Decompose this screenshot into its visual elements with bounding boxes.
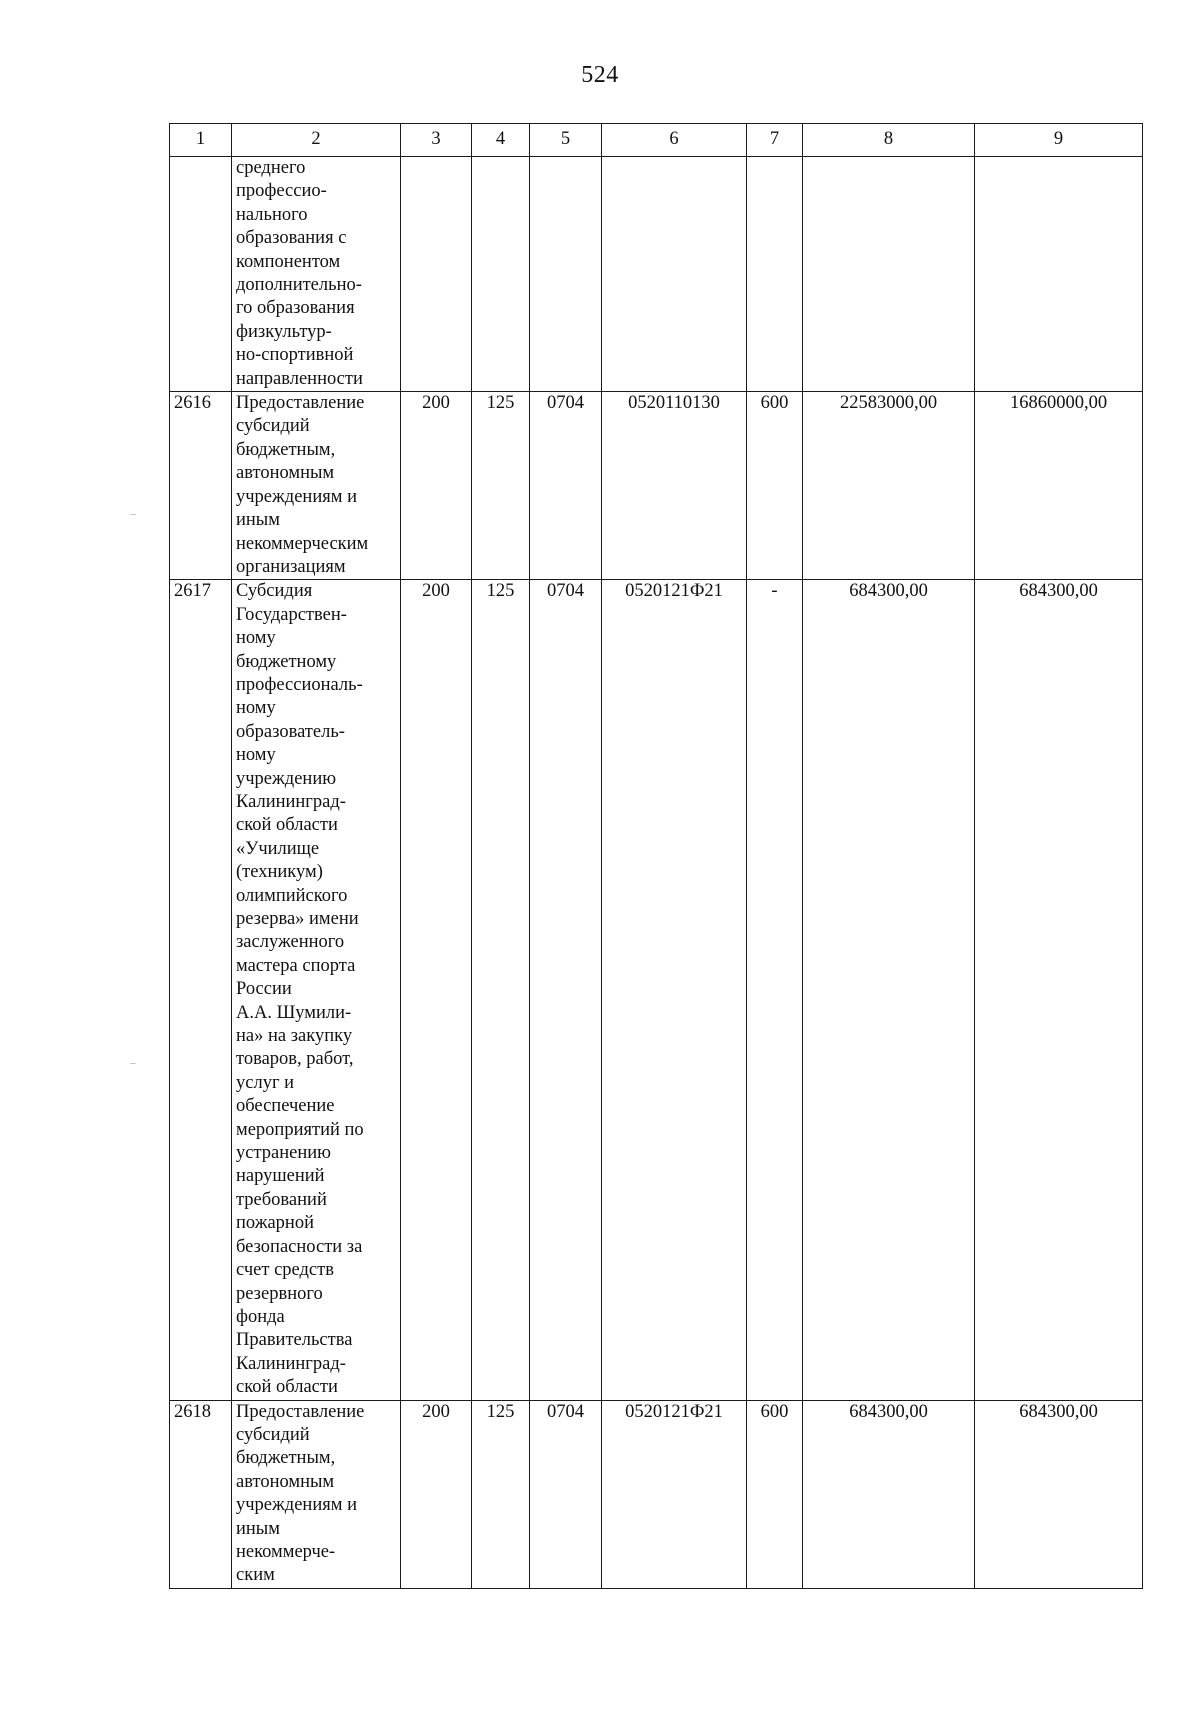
column-header: 1 — [170, 124, 232, 157]
cell-col7: 600 — [747, 1400, 803, 1588]
cell-col7: - — [747, 580, 803, 1400]
cell-col7 — [747, 157, 803, 392]
cell-col8: 22583000,00 — [803, 392, 975, 580]
table-row — [170, 392, 1143, 580]
scan-artifact — [130, 1063, 136, 1064]
cell-col8: 684300,00 — [803, 1400, 975, 1588]
cell-col5: 0704 — [530, 580, 602, 1400]
cell-col3: 200 — [401, 580, 472, 1400]
cell-col5 — [530, 157, 602, 392]
cell-col4 — [472, 157, 530, 392]
cell-col4: 125 — [472, 580, 530, 1400]
column-header: 2 — [232, 124, 401, 157]
cell-col9: 684300,00 — [975, 580, 1143, 1400]
column-header: 6 — [602, 124, 747, 157]
cell-col6: 0520110130 — [602, 392, 747, 580]
header-row — [170, 124, 1143, 157]
cell-col3 — [401, 157, 472, 392]
cell-col6: 0520121Ф21 — [602, 580, 747, 1400]
cell-col8: 684300,00 — [803, 580, 975, 1400]
cell-col9: 16860000,00 — [975, 392, 1143, 580]
row-name: Предоставление субсидий бюджетным, автономным учреждениям и иным некоммерческим организациям — [232, 392, 401, 580]
row-number: 2617 — [170, 580, 232, 1400]
table-row — [170, 1400, 1143, 1588]
scan-artifact — [130, 514, 136, 515]
row-number — [170, 157, 232, 392]
column-header: 4 — [472, 124, 530, 157]
cell-col7: 600 — [747, 392, 803, 580]
cell-col6: 0520121Ф21 — [602, 1400, 747, 1588]
row-number: 2618 — [170, 1400, 232, 1588]
cell-col3: 200 — [401, 392, 472, 580]
cell-col4: 125 — [472, 1400, 530, 1588]
cell-col8 — [803, 157, 975, 392]
page-number: 524 — [581, 62, 619, 88]
cell-col9: 684300,00 — [975, 1400, 1143, 1588]
column-header: 8 — [803, 124, 975, 157]
cell-col4: 125 — [472, 392, 530, 580]
cell-col5: 0704 — [530, 1400, 602, 1588]
cell-col6 — [602, 157, 747, 392]
column-header: 9 — [975, 124, 1143, 157]
row-name: Предоставление субсидий бюджетным, автономным учреждениям и иным некоммерче- ским — [232, 1400, 401, 1588]
row-number: 2616 — [170, 392, 232, 580]
row-name: среднего профессио- нального образования с компонентом дополнительно- го образования физкультур- но-спортивной направленности — [232, 157, 401, 392]
table-row — [170, 580, 1143, 1400]
cell-col9 — [975, 157, 1143, 392]
row-name: Субсидия Государствен- ному бюджетному профессиональ- ному образователь- ному учреждению Калининград- ской области «Училище (техникум) олимпийского резерва» имени заслуженного мастера спорта России А.А. Шумили- на» на закупку товаров, работ, услуг и обеспечение мероприятий по устранению нарушений требований пожарной безопасности за счет средств резервного фонда Правительства Калининград- ской области — [232, 580, 401, 1400]
column-header: 3 — [401, 124, 472, 157]
cell-col5: 0704 — [530, 392, 602, 580]
table-row — [170, 157, 1143, 392]
column-header: 7 — [747, 124, 803, 157]
column-header: 5 — [530, 124, 602, 157]
budget-table — [169, 123, 1143, 1589]
cell-col3: 200 — [401, 1400, 472, 1588]
table-header — [170, 124, 1143, 157]
